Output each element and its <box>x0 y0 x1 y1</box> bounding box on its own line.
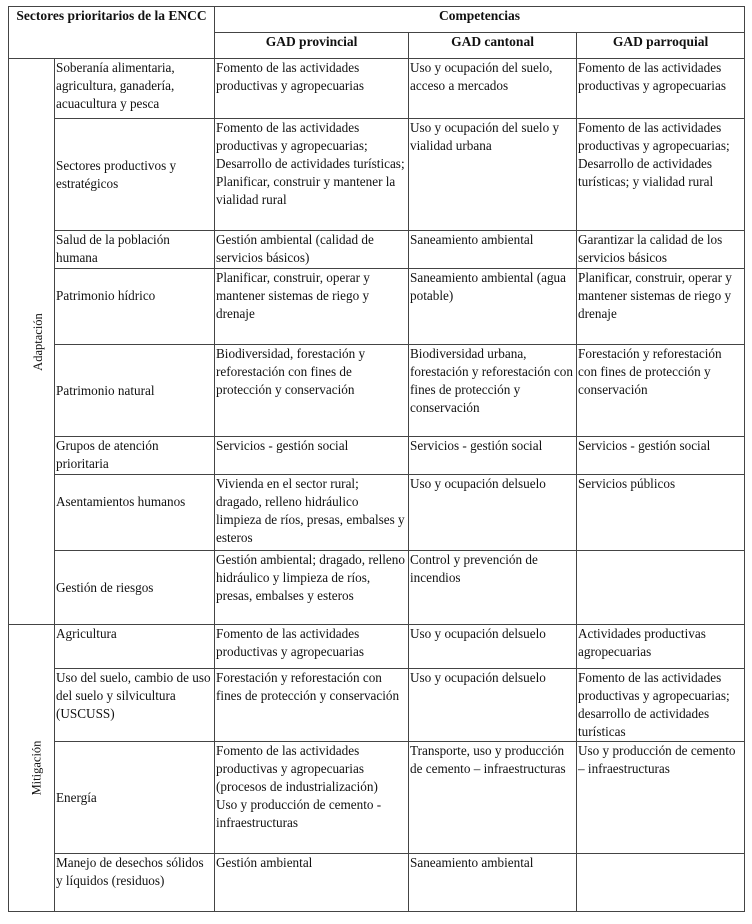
header-gad-parroquial: GAD parroquial <box>577 33 745 59</box>
sector-cell: Manejo de desechos sólidos y líquidos (residuos) <box>55 854 215 912</box>
table-row <box>9 119 745 231</box>
cantonal-cell: Control y prevención de incendios <box>409 551 577 625</box>
provincial-cell: Servicios - gestión social <box>215 437 409 475</box>
sector-cell: Patrimonio hídrico <box>55 269 215 345</box>
cantonal-cell: Saneamiento ambiental (agua potable) <box>409 269 577 345</box>
parroquial-cell: Fomento de las actividades productivas y agropecuarias; desarrollo de actividades turísticas <box>577 669 745 742</box>
provincial-cell: Vivienda en el sector rural; dragado, relleno hidráulico limpieza de ríos, presas, embalses y esteros <box>215 475 409 551</box>
sector-cell: Salud de la población humana <box>55 231 215 269</box>
table-row <box>9 231 745 269</box>
group-label-mitigacion: Mitigación <box>29 740 44 796</box>
parroquial-cell: Forestación y reforestación con fines de protección y conservación <box>577 345 745 437</box>
competencias-table <box>8 6 745 912</box>
header-sectores: Sectores prioritarios de la ENCC <box>9 7 215 59</box>
parroquial-cell: Planificar, construir, operar y mantener sistemas de riego y drenaje <box>577 269 745 345</box>
provincial-cell: Fomento de las actividades productivas y agropecuarias <box>215 59 409 119</box>
table-row <box>9 551 745 625</box>
table-row <box>9 669 745 742</box>
table-row <box>9 854 745 912</box>
cantonal-cell: Uso y ocupación del suelo, acceso a mercados <box>409 59 577 119</box>
parroquial-cell <box>577 551 745 625</box>
cantonal-cell: Saneamiento ambiental <box>409 854 577 912</box>
cantonal-cell: Uso y ocupación delsuelo <box>409 669 577 742</box>
cantonal-cell: Uso y ocupación delsuelo <box>409 475 577 551</box>
table-row <box>9 742 745 854</box>
table-row <box>9 475 745 551</box>
sector-cell: Gestión de riesgos <box>55 551 215 625</box>
sector-cell: Uso del suelo, cambio de uso del suelo y silvicultura (USCUSS) <box>55 669 215 742</box>
parroquial-cell: Servicios - gestión social <box>577 437 745 475</box>
cantonal-cell: Biodiversidad urbana, forestación y reforestación con fines de protección y conservación <box>409 345 577 437</box>
header-competencias: Competencias <box>215 7 745 33</box>
table-row <box>9 625 745 669</box>
group-adaptacion <box>9 59 55 625</box>
table-row <box>9 269 745 345</box>
table-row <box>9 59 745 119</box>
parroquial-cell: Fomento de las actividades productivas y agropecuarias; Desarrollo de actividades turísticas; y vialidad rural <box>577 119 745 231</box>
provincial-cell: Gestión ambiental <box>215 854 409 912</box>
cantonal-cell: Uso y ocupación del suelo y vialidad urbana <box>409 119 577 231</box>
parroquial-cell <box>577 854 745 912</box>
parroquial-cell: Servicios públicos <box>577 475 745 551</box>
group-mitigacion <box>9 625 55 912</box>
parroquial-cell: Actividades productivas agropecuarias <box>577 625 745 669</box>
header-row-1 <box>9 7 745 33</box>
table-row <box>9 437 745 475</box>
sector-cell: Grupos de atención prioritaria <box>55 437 215 475</box>
sector-cell: Asentamientos humanos <box>55 475 215 551</box>
provincial-cell: Gestión ambiental; dragado, relleno hidráulico y limpieza de ríos, presas, embalses y esteros <box>215 551 409 625</box>
sector-cell: Agricultura <box>55 625 215 669</box>
parroquial-cell: Uso y producción de cemento – infraestructuras <box>577 742 745 854</box>
cantonal-cell: Transporte, uso y producción de cemento – infraestructuras <box>409 742 577 854</box>
provincial-cell: Gestión ambiental (calidad de servicios básicos) <box>215 231 409 269</box>
provincial-cell: Fomento de las actividades productivas y agropecuarias <box>215 625 409 669</box>
provincial-cell: Fomento de las actividades productivas y agropecuarias; Desarrollo de actividades turísticas; Planificar, construir y mantener la vialidad rural <box>215 119 409 231</box>
cantonal-cell: Uso y ocupación delsuelo <box>409 625 577 669</box>
parroquial-cell: Garantizar la calidad de los servicios básicos <box>577 231 745 269</box>
sector-cell: Energía <box>55 742 215 854</box>
provincial-cell: Biodiversidad, forestación y reforestación con fines de protección y conservación <box>215 345 409 437</box>
header-gad-provincial: GAD provincial <box>215 33 409 59</box>
cantonal-cell: Saneamiento ambiental <box>409 231 577 269</box>
provincial-cell: Fomento de las actividades productivas y agropecuarias (procesos de industrialización) Uso y producción de cemento - infraestructuras <box>215 742 409 854</box>
parroquial-cell: Fomento de las actividades productivas y agropecuarias <box>577 59 745 119</box>
header-gad-cantonal: GAD cantonal <box>409 33 577 59</box>
table-row <box>9 345 745 437</box>
cantonal-cell: Servicios - gestión social <box>409 437 577 475</box>
sector-cell: Soberanía alimentaria, agricultura, ganadería, acuacultura y pesca <box>55 59 215 119</box>
sector-cell: Sectores productivos y estratégicos <box>55 119 215 231</box>
provincial-cell: Forestación y reforestación con fines de protección y conservación <box>215 669 409 742</box>
sector-cell: Patrimonio natural <box>55 345 215 437</box>
group-label-adaptacion: Adaptación <box>30 312 45 371</box>
provincial-cell: Planificar, construir, operar y mantener sistemas de riego y drenaje <box>215 269 409 345</box>
